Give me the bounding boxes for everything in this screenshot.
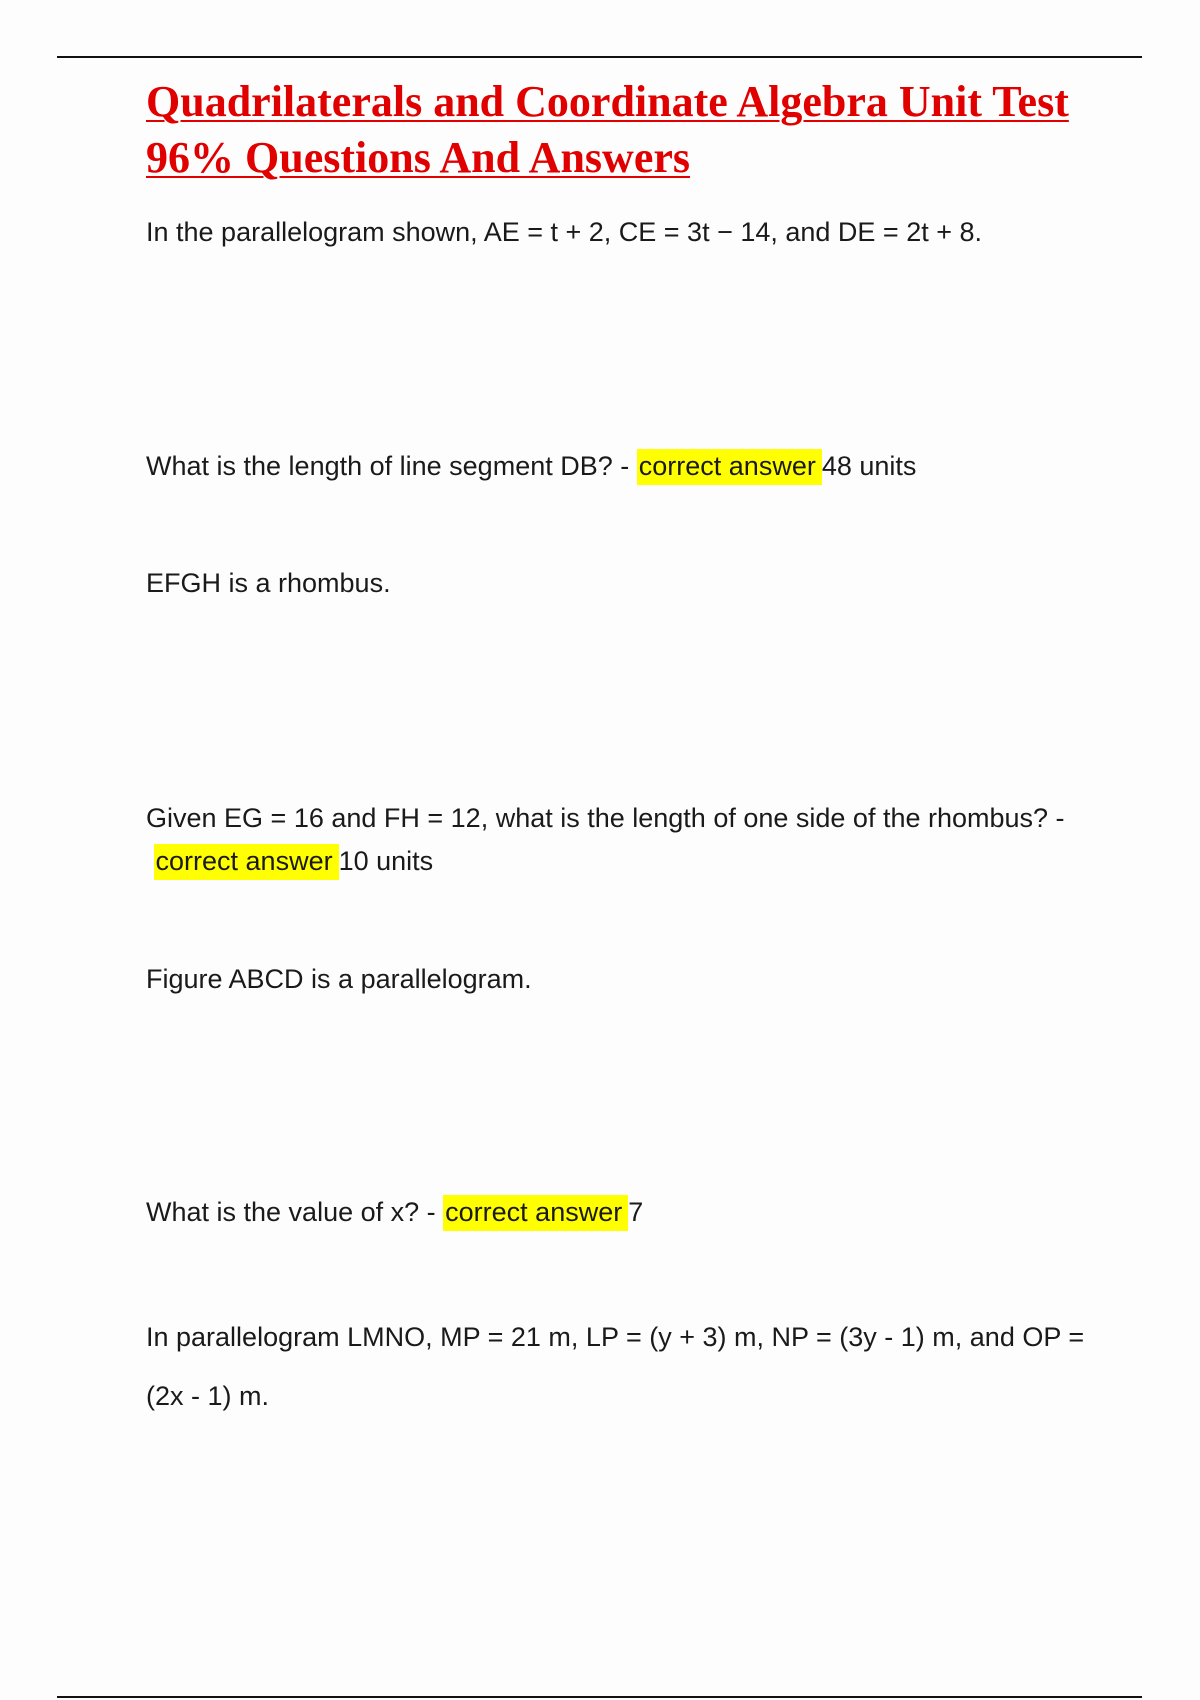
- question-3-stem: Figure ABCD is a parallelogram.: [146, 964, 532, 994]
- question-1-answer: 48 units: [821, 451, 917, 481]
- question-2-stem: EFGH is a rhombus.: [146, 568, 391, 598]
- question-1-text: What is the length of line segment DB? -: [146, 451, 630, 481]
- top-rule: [57, 56, 1142, 58]
- question-2-prompt: [146, 797, 1086, 883]
- document-title: Quadrilaterals and Coordinate Algebra Unit Test 96% Questions And Answers: [146, 77, 1069, 182]
- answer-label-highlight: correct answer: [443, 1195, 628, 1231]
- question-2-answer: 10 units: [338, 846, 434, 876]
- question-1-stem: In the parallelogram shown, AE = t + 2, CE = 3t − 14, and DE = 2t + 8.: [146, 217, 983, 247]
- question-3-prompt: [146, 1191, 1086, 1234]
- bottom-rule: [57, 1696, 1142, 1698]
- answer-label-highlight: correct answer: [154, 844, 339, 880]
- question-3-text: What is the value of x? -: [146, 1197, 436, 1227]
- question-2-text: Given EG = 16 and FH = 12, what is the length of one side of the rhombus? -: [146, 803, 1065, 833]
- answer-label-highlight: correct answer: [637, 449, 822, 485]
- question-1-prompt: [146, 445, 1086, 488]
- question-4-stem: In parallelogram LMNO, MP = 21 m, LP = (y + 3) m, NP = (3y - 1) m, and OP = (2x - 1) m.: [146, 1322, 1085, 1411]
- question-3-answer: 7: [628, 1197, 644, 1227]
